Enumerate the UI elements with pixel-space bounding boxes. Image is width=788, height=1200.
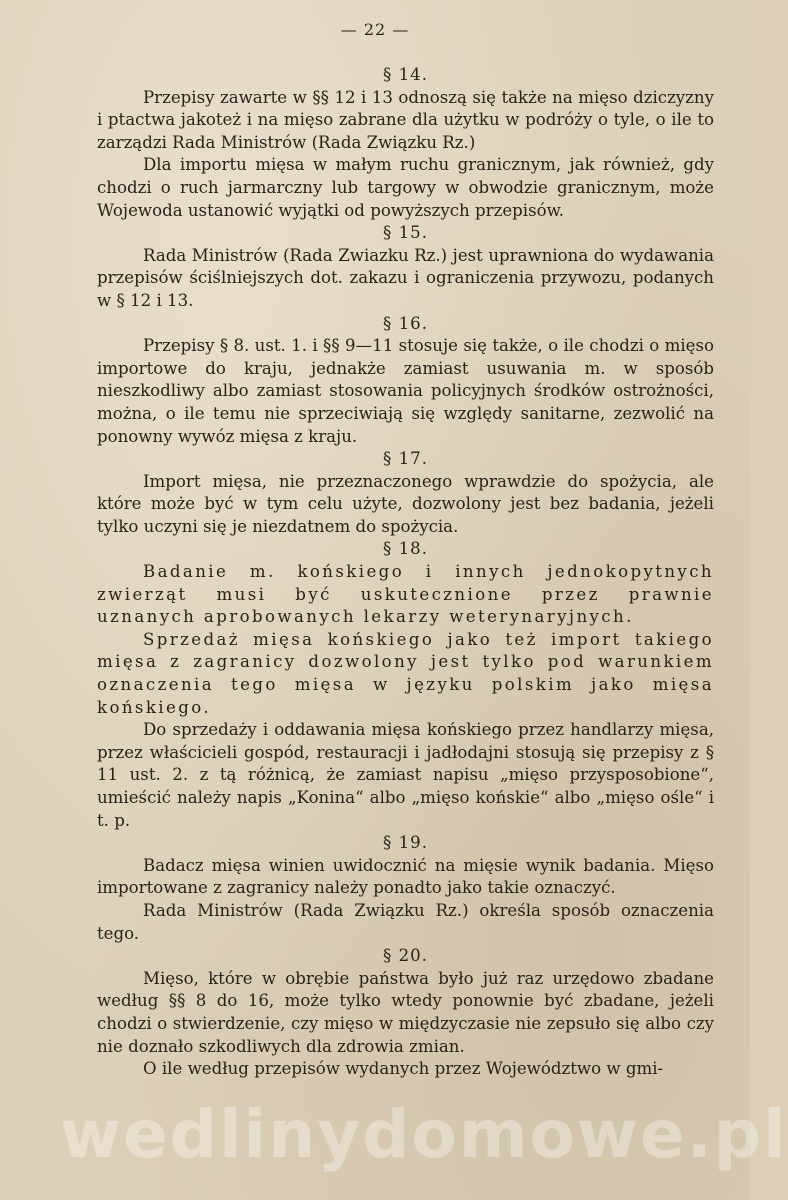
document-body bbox=[97, 64, 714, 1081]
paragraph: Badacz mięsa winien uwidocznić na mięsie wynik badania. Mięso importowane z zagranicy należy ponadto jako takie oznaczyć. bbox=[97, 855, 714, 898]
watermark: wedlinydomowe.pl bbox=[60, 1096, 788, 1173]
paragraph: O ile według przepisów wydanych przez Województwo w gmi- bbox=[143, 1059, 664, 1079]
paragraph: Badanie m. końskiego i innych jednokopytnych zwierząt musi być uskutecznione przez prawnie uznanych aprobowanych lekarzy weterynaryjnych. bbox=[97, 562, 714, 627]
section-heading: § 17. bbox=[383, 449, 428, 469]
paragraph: Rada Ministrów (Rada Związku Rz.) określa sposób oznaczenia tego. bbox=[97, 900, 714, 943]
paragraph: Import mięsa, nie przeznaczonego wprawdzie do spożycia, ale które może być w tym celu użyte, dozwolony jest bez badania, jeżeli tylko uczyni się je niezdatnem do spożycia. bbox=[97, 471, 714, 536]
paragraph: Dla importu mięsa w małym ruchu granicznym, jak również, gdy chodzi o ruch jarmarczny lub targowy w obwodzie granicznym, może Wojewoda ustanowić wyjątki od powyższych przepisów. bbox=[97, 155, 714, 220]
section-heading: § 18. bbox=[383, 539, 428, 559]
paragraph: Rada Ministrów (Rada Zwiazku Rz.) jest uprawniona do wydawania przepisów ściślniejszych dot. zakazu i ograniczenia przywozu, podanych w § 12 i 13. bbox=[97, 245, 714, 310]
page-number: — 22 — bbox=[340, 20, 410, 39]
paragraph: Przepisy § 8. ust. 1. i §§ 9—11 stosuje się także, o ile chodzi o mięso importowe do kraju, jednakże zamiast usuwania m. w sposób nieszkodliwy albo zamiast stosowania policyjnych środków ostrożności, można, o ile temu nie sprzeciwiają się względy sanitarne, zezwolić na ponowny wywóz mięsa z kraju. bbox=[97, 336, 714, 446]
paragraph: Sprzedaż mięsa końskiego jako też import takiego mięsa z zagranicy dozwolony jest tylko pod warunkiem oznaczenia tego mięsa w języku polskim jako mięsa końskiego. bbox=[97, 629, 714, 717]
paragraph: Przepisy zawarte w §§ 12 i 13 odnoszą się także na mięso dziczyzny i ptactwa jakoteż i na mięso zabrane dla użytku w podróży o tyle, o ile to zarządzi Rada Ministrów (Rada Związku Rz.) bbox=[97, 87, 714, 152]
section-heading: § 20. bbox=[383, 946, 428, 966]
paragraph: Do sprzedaży i oddawania mięsa końskiego przez handlarzy mięsa, przez właścicieli gospód, restauracji i jadłodajni stosują się przepisy z § 11 ust. 2. z tą różnicą, że zamiast napisu „mięso przysposobione“, umieścić należy napis „Konina“ albo „mięso końskie“ albo „mięso ośle“ i t. p. bbox=[97, 720, 714, 830]
section-heading: § 16. bbox=[383, 313, 428, 333]
section-heading: § 15. bbox=[383, 223, 428, 243]
paragraph: Mięso, które w obrębie państwa było już raz urzędowo zbadane według §§ 8 do 16, może tylko wtedy ponownie być zbadane, jeżeli chodzi o stwierdzenie, czy mięso w międzyczasie nie zepsuło się albo czy nie doznało szkodliwych dla zdrowia zmian. bbox=[97, 968, 714, 1056]
section-heading: § 14. bbox=[383, 65, 428, 84]
section-heading: § 19. bbox=[383, 833, 428, 853]
